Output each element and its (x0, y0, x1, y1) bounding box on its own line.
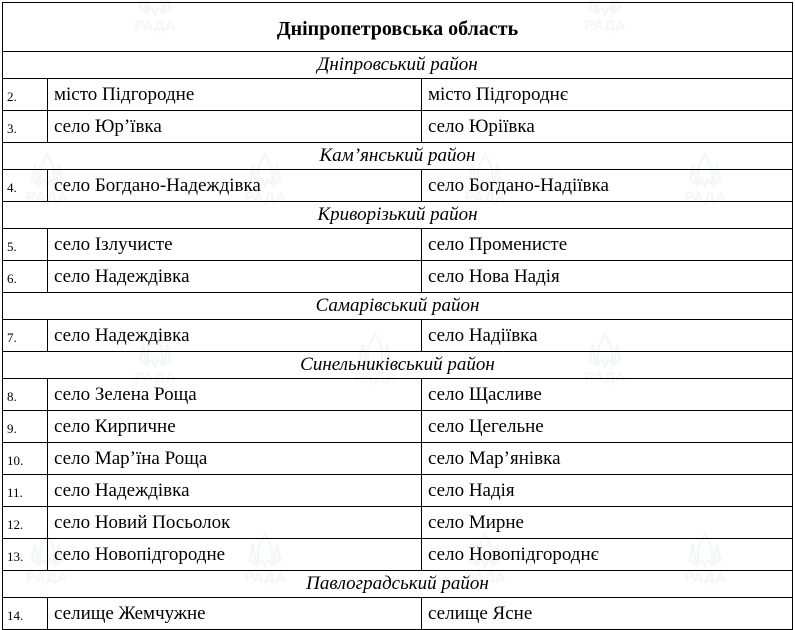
table-row (3, 229, 793, 261)
new-name: село Новопідгороднє (422, 539, 793, 571)
new-name: село Надія (422, 475, 793, 507)
table-row (3, 320, 793, 352)
table-row (3, 539, 793, 571)
new-name: село Нова Надія (422, 261, 793, 293)
row-number: 2. (3, 79, 48, 111)
row-number: 8. (3, 379, 48, 411)
new-name: село Променисте (422, 229, 793, 261)
row-number: 3. (3, 111, 48, 143)
old-name: село Новопідгородне (48, 539, 422, 571)
district-name: Кам’янський район (3, 143, 793, 170)
old-name: село Кирпичне (48, 411, 422, 443)
district-header-row (3, 202, 793, 229)
row-number: 5. (3, 229, 48, 261)
new-name: село Мирне (422, 507, 793, 539)
row-number: 12. (3, 507, 48, 539)
row-number: 7. (3, 320, 48, 352)
old-name: село Богдано-Надеждівка (48, 170, 422, 202)
district-name: Дніпровський район (3, 52, 793, 79)
table-row (3, 507, 793, 539)
row-number: 11. (3, 475, 48, 507)
row-number: 6. (3, 261, 48, 293)
district-header-row (3, 143, 793, 170)
renaming-table-body (3, 3, 793, 630)
old-name: селище Жемчужне (48, 598, 422, 630)
district-name: Синельниківський район (3, 352, 793, 379)
old-name: село Зелена Роща (48, 379, 422, 411)
old-name: село Надеждівка (48, 320, 422, 352)
table-row (3, 261, 793, 293)
old-name: місто Підгородне (48, 79, 422, 111)
old-name: село Надеждівка (48, 261, 422, 293)
district-header-row (3, 52, 793, 79)
old-name: село Надеждівка (48, 475, 422, 507)
table-row (3, 170, 793, 202)
row-number: 14. (3, 598, 48, 630)
new-name: місто Підгороднє (422, 79, 793, 111)
old-name: село Ізлучисте (48, 229, 422, 261)
renaming-table (2, 2, 793, 630)
table-row (3, 411, 793, 443)
old-name: село Мар’їна Роща (48, 443, 422, 475)
district-header-row (3, 571, 793, 598)
new-name: село Надіївка (422, 320, 793, 352)
old-name: село Новий Посьолок (48, 507, 422, 539)
region-title: Дніпропетровська область (3, 3, 793, 52)
row-number: 13. (3, 539, 48, 571)
new-name: село Богдано-Надіївка (422, 170, 793, 202)
new-name: село Щасливе (422, 379, 793, 411)
district-name: Самарівський район (3, 293, 793, 320)
table-row (3, 111, 793, 143)
table-row (3, 443, 793, 475)
district-name: Криворізький район (3, 202, 793, 229)
district-header-row (3, 352, 793, 379)
new-name: село Мар’янівка (422, 443, 793, 475)
new-name: село Цегельне (422, 411, 793, 443)
region-title-row (3, 3, 793, 52)
district-name: Павлоградський район (3, 571, 793, 598)
row-number: 9. (3, 411, 48, 443)
new-name: село Юріївка (422, 111, 793, 143)
old-name: село Юр’ївка (48, 111, 422, 143)
new-name: селище Ясне (422, 598, 793, 630)
district-header-row (3, 293, 793, 320)
row-number: 4. (3, 170, 48, 202)
table-row (3, 379, 793, 411)
row-number: 10. (3, 443, 48, 475)
table-row (3, 598, 793, 630)
table-row (3, 79, 793, 111)
table-row (3, 475, 793, 507)
